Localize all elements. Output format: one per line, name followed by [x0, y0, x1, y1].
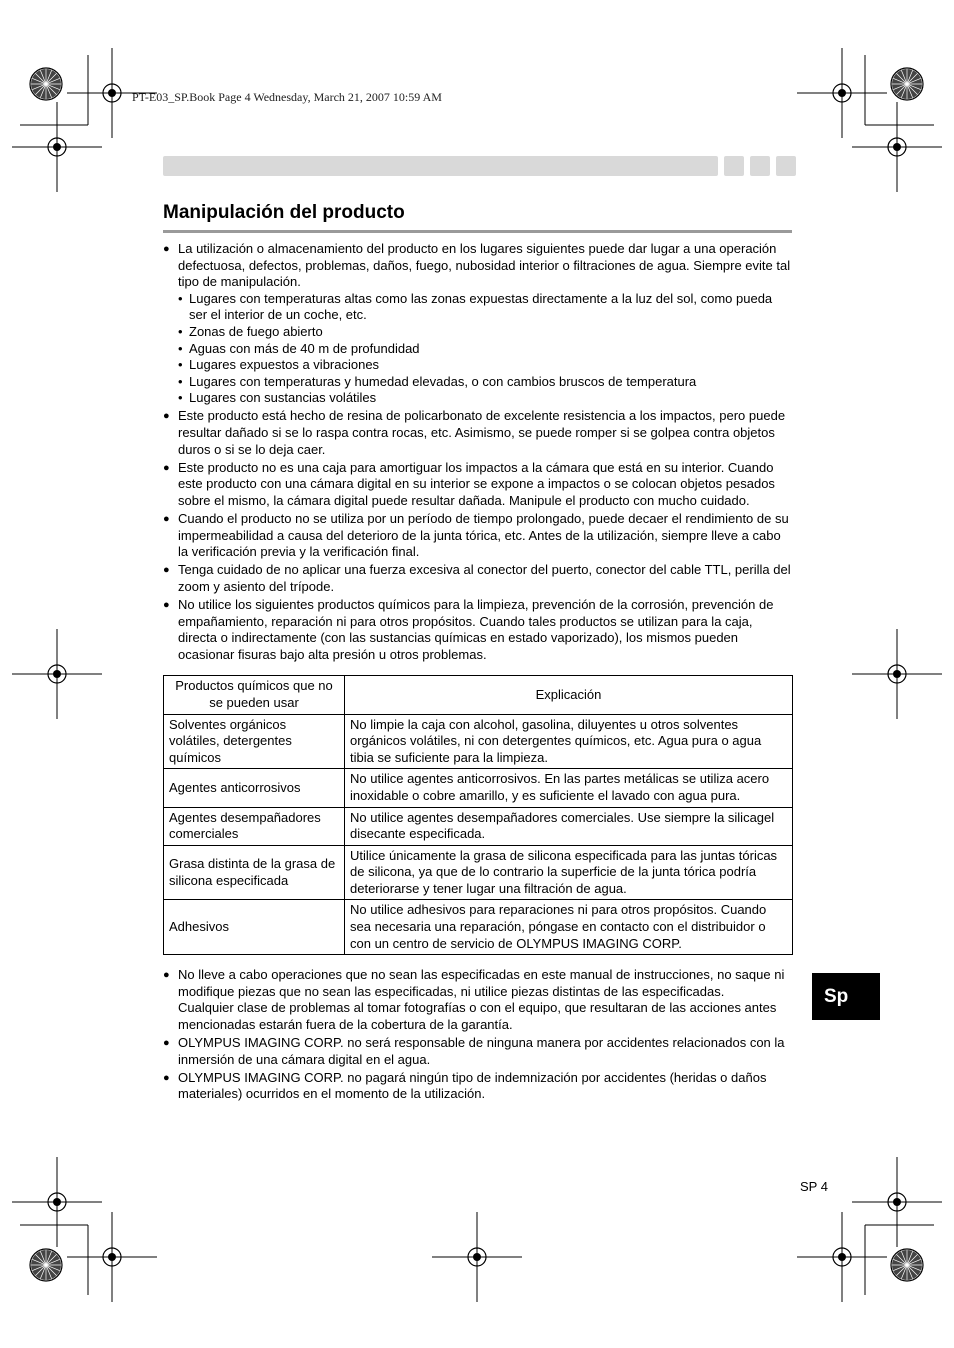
table-cell: Utilice únicamente la grasa de silicona especificada para las juntas tóricas de silicona, ya que de lo contrario la superficie de la junta tórica podría deteriorarse y tener lugar una filtración de agua. [345, 845, 793, 900]
bullet-item: ● Cuando el producto no se utiliza por un período de tiempo prolongado, puede decaer el rendimiento de su impermeabilidad a causa del deterioro de la junta tórica, etc. Antes de la utilización, siempre lleve a cabo la verificación previa y la verificación final. [163, 511, 793, 561]
content [163, 241, 793, 1103]
table-header-cell: Explicación [345, 676, 793, 714]
sub-item: • Lugares con temperaturas altas como las zonas expuestas directamente a la luz del sol, como pueda ser el interior de un coche, etc. [178, 291, 793, 324]
sub-item: • Lugares con sustancias volátiles [178, 390, 793, 407]
header-block-2 [750, 156, 770, 176]
table-cell: Solventes orgánicos volátiles, detergentes químicos [164, 714, 345, 769]
bullet-item: ● OLYMPUS IMAGING CORP. no será responsable de ninguna manera por accidentes relacionados con la inmersión de una cámara digital en el agua. [163, 1035, 793, 1068]
book-info-header: PT-E03_SP.Book Page 4 Wednesday, March 21, 2007 10:59 AM [132, 90, 442, 104]
table-cell: Adhesivos [164, 900, 345, 955]
chemicals-table [163, 675, 793, 955]
bullet-continuation: Cualquier clase de problemas al tomar fotografías o con el equipo, que resultaran de las acciones antes mencionadas estarán fuera de la cobertura de la garantía. [178, 1000, 777, 1033]
bullet-text: La utilización o almacenamiento del producto en los lugares siguientes puede dar lugar a una operación defectuosa, defectos, problemas, daños, fuego, nubosidad interior o filtraciones de agua. Siempre evite tal tipo de manipulación. [178, 241, 791, 290]
table-row [164, 714, 793, 769]
table-row [164, 845, 793, 900]
bullet-item: ● Este producto está hecho de resina de policarbonato de excelente resistencia a los impactos, pero puede resultar dañado si se lo raspa contra rocas, etc. Asimismo, se puede romper si se golpea contra objetos duros o si se lo deja caer. [163, 408, 793, 458]
table-header-row [164, 676, 793, 714]
table-cell: No utilice agentes desempañadores comerciales. Use siempre la silicagel disecante especificada. [345, 807, 793, 845]
sub-item: • Lugares con temperaturas y humedad elevadas, o con cambios bruscos de temperatura [178, 374, 793, 391]
table-cell: No utilice agentes anticorrosivos. En las partes metálicas se utiliza acero inoxidable o cobre amarillo, y es suficiente el lavado con agua pura. [345, 769, 793, 807]
table-cell: Grasa distinta de la grasa de silicona especificada [164, 845, 345, 900]
title-rule [163, 230, 792, 233]
bullet-item: ● Tenga cuidado de no aplicar una fuerza excesiva al conector del puerto, conector del cable TTL, perilla del zoom y asiento del trípode. [163, 562, 793, 595]
section-title: Manipulación del producto [163, 202, 405, 223]
bullet-item: ● OLYMPUS IMAGING CORP. no pagará ningún tipo de indemnización por accidentes (heridas o daños materiales) ocurridos en el momento de la utilización. [163, 1070, 793, 1103]
sub-item: • Lugares expuestos a vibraciones [178, 357, 793, 374]
bullet-item [163, 967, 793, 1033]
sub-item: • Aguas con más de 40 m de profundidad [178, 341, 793, 358]
table-row [164, 807, 793, 845]
table-header-cell: Productos químicos que no se pueden usar [164, 676, 345, 714]
bullet-item: ● No utilice los siguientes productos químicos para la limpieza, prevención de la corrosión, prevención de empañamiento, reparación ni para otros propósitos. Cuando tales productos se utilizan para la caja, directa o indirectamente (con las sustancias químicas en estado vaporizado), los mismos pueden ocasionar fisuras bajo alta presión u otros problemas. [163, 597, 793, 663]
header-bar [163, 156, 718, 176]
table-cell: No utilice adhesivos para reparaciones ni para otros propósitos. Cuando sea necesaria una reparación, póngase en contacto con el distribuidor o con un centro de servicio de OLYMPUS IMAGING CORP. [345, 900, 793, 955]
bullet-item: ● Este producto no es una caja para amortiguar los impactos a la cámara que está en su interior. Cuando este producto con una cámara digital en su interior se expone a impactos o se colocan objetos pesados sobre el mismo, la cámara digital puede resultar dañada. Manipule el producto con mucho cuidado. [163, 460, 793, 510]
table-cell: No limpie la caja con alcohol, gasolina, diluyentes u otros solventes orgánicos volátiles, ni con detergentes químicos, etc. Agua pura o agua tibia se suficiente para la limpieza. [345, 714, 793, 769]
table-cell: Agentes anticorrosivos [164, 769, 345, 807]
bullet-item [163, 241, 793, 407]
sub-item: • Zonas de fuego abierto [178, 324, 793, 341]
table-row [164, 900, 793, 955]
language-tab: Sp [812, 973, 880, 1020]
table-row [164, 769, 793, 807]
header-block-1 [724, 156, 744, 176]
page-number: SP 4 [800, 1179, 828, 1194]
bullet-text: No lleve a cabo operaciones que no sean las especificadas en este manual de instrucciones, no saque ni modifique piezas que no sean las especificadas, ni utilice piezas distintas de las especificadas. [178, 967, 785, 999]
header-block-3 [776, 156, 796, 176]
table-cell: Agentes desempañadores comerciales [164, 807, 345, 845]
